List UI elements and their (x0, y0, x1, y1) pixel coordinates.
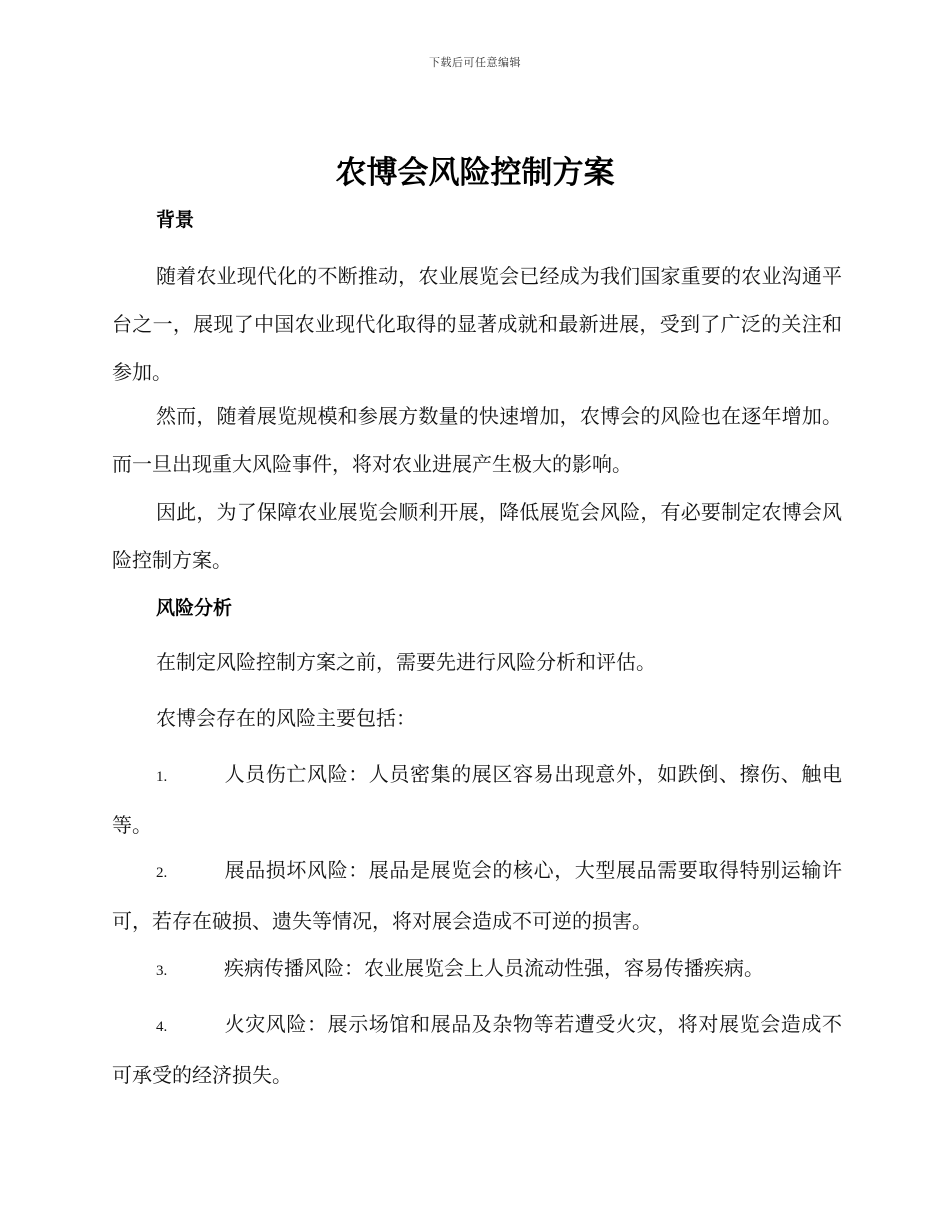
list-item-text: 疾病传播风险：农业展览会上人员流动性强，容易传播疾病。 (224, 956, 764, 980)
list-item (112, 1000, 842, 1099)
list-item (112, 750, 842, 849)
paragraph: 因此，为了保障农业展览会顺利开展，降低展览会风险，有必要制定农博会风险控制方案。 (112, 500, 842, 572)
paragraph: 随着农业现代化的不断推动，农业展览会已经成为我们国家重要的农业沟通平台之一，展现了中国农业现代化取得的显著成就和最新进展，受到了广泛的关注和参加。 (112, 264, 842, 384)
section-heading-background: 背景 (156, 209, 195, 231)
paragraph: 然而，随着展览规模和参展方数量的快速增加，农博会的风险也在逐年增加。而一旦出现重大风险事件，将对农业进展产生极大的影响。 (112, 404, 842, 476)
document-title: 农博会风险控制方案 (335, 155, 615, 191)
list-item (112, 846, 842, 945)
list-number: 1. (156, 769, 168, 785)
section-heading-risk-analysis: 风险分析 (156, 597, 233, 619)
list-item (112, 944, 842, 995)
list-item-text: 展品损坏风险：展品是展览会的核心，大型展品需要取得特别运输许可，若存在破损、遗失等情况，将对展会造成不可逆的损害。 (112, 858, 842, 933)
list-number: 4. (156, 1019, 168, 1035)
paragraph: 在制定风险控制方案之前，需要先进行风险分析和评估。 (156, 650, 656, 674)
header-note: 下载后可任意编辑 (429, 56, 521, 69)
list-number: 3. (156, 963, 168, 979)
list-item-text: 人员伤亡风险：人员密集的展区容易出现意外，如跌倒、擦伤、触电等。 (112, 762, 842, 837)
list-number: 2. (156, 865, 168, 881)
list-item-text: 火灾风险：展示场馆和展品及杂物等若遭受火灾，将对展览会造成不可承受的经济损失。 (112, 1012, 842, 1087)
paragraph: 农博会存在的风险主要包括： (156, 706, 416, 730)
